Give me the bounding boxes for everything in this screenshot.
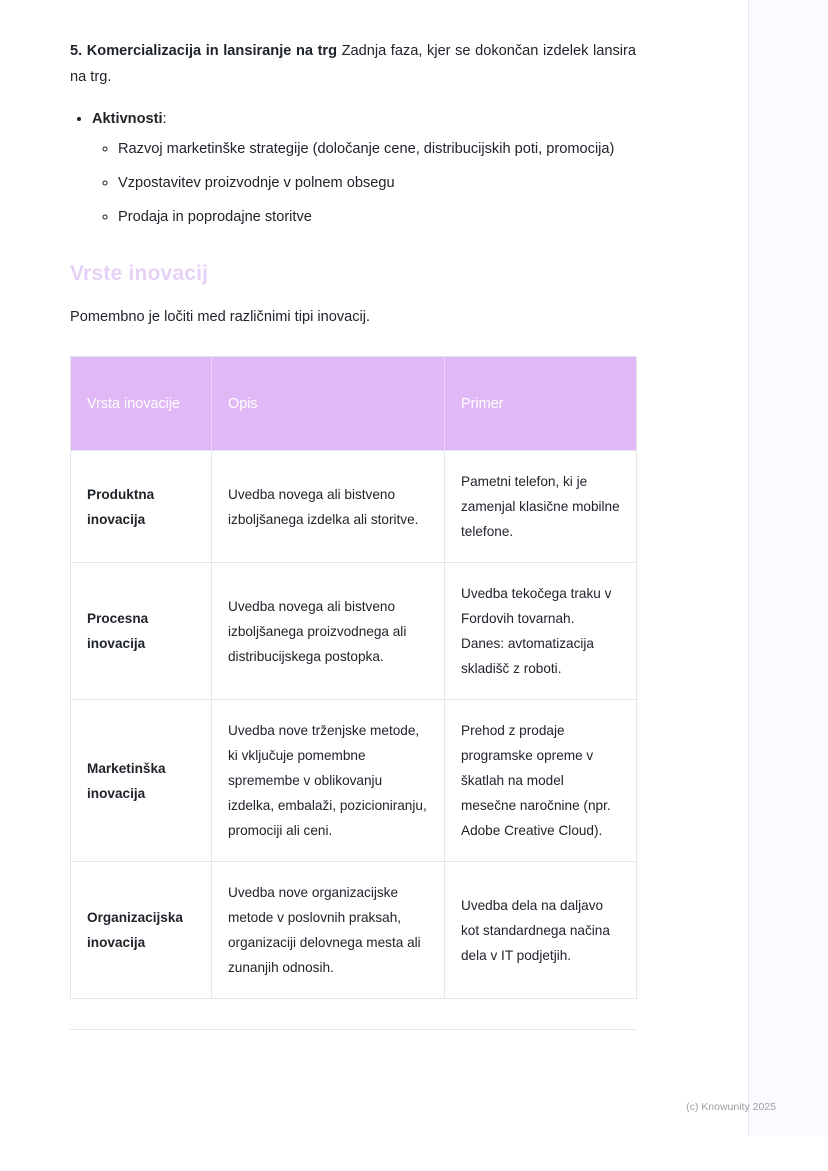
copyright-footer: (c) Knowunity 2025 <box>686 1101 776 1113</box>
table-cell-primer: Uvedba dela na daljavo kot standardnega načina dela v IT podjetjih. <box>445 862 637 999</box>
table-row <box>71 862 637 999</box>
table-cell-kind: Produktna inovacija <box>71 451 212 563</box>
section-title: Vrste inovacij <box>70 262 209 285</box>
table-row <box>71 563 637 700</box>
table-cell-opis: Uvedba novega ali bistveno izboljšanega izdelka ali storitve. <box>212 451 445 563</box>
footer-divider <box>70 1029 636 1030</box>
table-cell-kind: Marketinška inovacija <box>71 700 212 862</box>
activities-colon: : <box>162 111 167 127</box>
table-cell-primer: Uvedba tekočega traku v Fordovih tovarnah. Danes: avtomatizacija skladišč z roboti. <box>445 563 637 700</box>
document-content <box>70 38 636 1030</box>
table-cell-opis: Uvedba nove trženjske metode, ki vključuje pomembne spremembe v oblikovanju izdelka, embalaži, pozicioniranju, promociji ali ceni. <box>212 700 445 862</box>
table-cell-kind: Procesna inovacija <box>71 563 212 700</box>
section-intro: Pomembno je ločiti med različnimi tipi inovacij. <box>70 309 371 325</box>
table-cell-primer: Prehod z prodaje programske opreme v škatlah na model mesečne naročnine (npr. Adobe Creative Cloud). <box>445 700 637 862</box>
table-cell-kind: Organizacijska inovacija <box>71 862 212 999</box>
phase-paragraph <box>70 38 636 90</box>
table-header-cell-vrsta: Vrsta inovacije <box>71 357 212 451</box>
activities-list <box>70 106 636 230</box>
table-cell-opis: Uvedba nove organizacijske metode v poslovnih praksah, organizaciji delovnega mesta ali zunanjih odnosih. <box>212 862 445 999</box>
innovation-types-table <box>70 356 637 999</box>
activities-sublist <box>92 136 636 230</box>
side-panel-strip <box>748 0 828 1135</box>
table-header-cell-primer: Primer <box>445 357 637 451</box>
phase-text: Zadnja faza, kjer se dokončan izdelek lansira na trg. <box>70 43 636 85</box>
activity-item: ◦ Vzpostavitev proizvodnje v polnem obsegu <box>118 170 636 196</box>
activity-item: ◦ Razvoj marketinške strategije (določanje cene, distribucijskih poti, promocija) <box>118 136 636 162</box>
table-row <box>71 451 637 563</box>
activity-item: ◦ Prodaja in poprodajne storitve <box>118 204 636 230</box>
table-row <box>71 700 637 862</box>
table-cell-opis: Uvedba novega ali bistveno izboljšanega proizvodnega ali distribucijskega postopka. <box>212 563 445 700</box>
phase-heading: 5. Komercializacija in lansiranje na trg <box>70 43 338 59</box>
table-header-row <box>71 357 637 451</box>
table-cell-primer: Pametni telefon, ki je zamenjal klasične mobilne telefone. <box>445 451 637 563</box>
table-header-cell-opis: Opis <box>212 357 445 451</box>
activities-label: Aktivnosti <box>92 111 163 127</box>
activities-list-item <box>92 106 636 230</box>
